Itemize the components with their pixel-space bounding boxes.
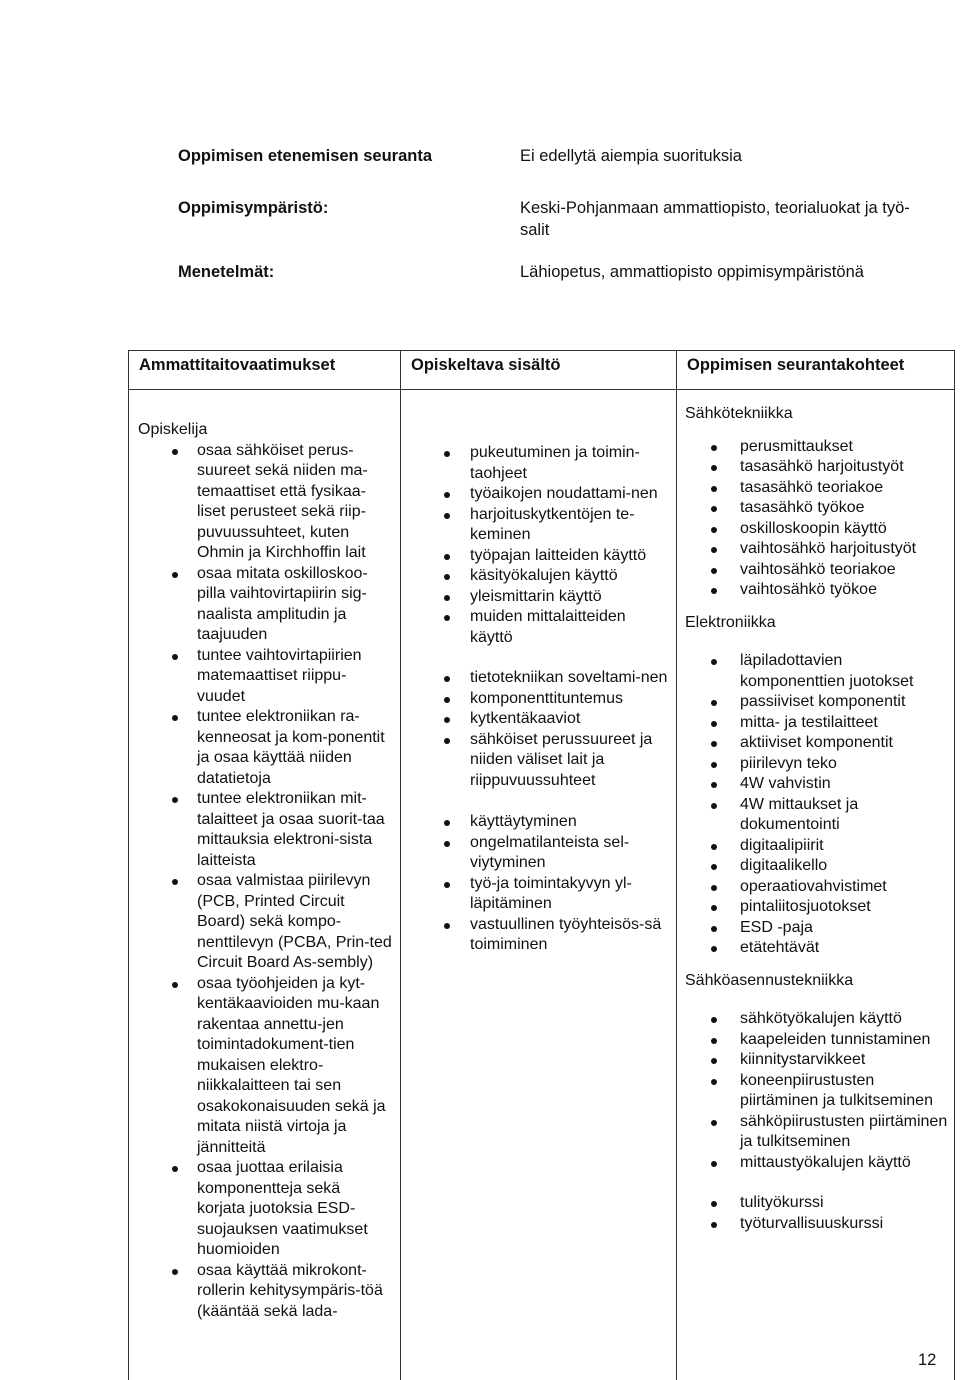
skill-list [138, 441, 392, 1323]
list-item: 4W mittaukset ja dokumentointi [685, 795, 948, 836]
list-item: passiiviset komponentit [685, 692, 948, 713]
section-title-electronics: Elektroniikka [685, 613, 776, 631]
list-item: tasasähkö teoriakoe [685, 478, 948, 499]
list-item: osaa valmistaa piirilevyn (PCB, Printed Circuit Board) sekä kompo-nenttilevyn (PCBA, Prin-ted Circuit Board As-sembly) [138, 871, 392, 974]
list-item: tasasähkö työkoe [685, 498, 948, 519]
content-group-1 [411, 443, 668, 648]
list-item: läpiladottavien komponenttien juotokset [685, 651, 948, 692]
info-value: Keski-Pohjanmaan ammattiopisto, teorialuokat ja työ-salit [520, 199, 910, 239]
list-item: osaa juottaa erilaisia komponentteja sekä korjata juotoksia ESD-suojauksen vaatimukset huomioiden [138, 1158, 392, 1261]
list-item: osaa mitata oskilloskoo-pilla vaihtovirtapiirin sig-naalista amplitudin ja taajuuden [138, 564, 392, 646]
list-item: tulityökurssi [685, 1193, 948, 1214]
header-content: Opiskeltava sisältö [401, 351, 677, 390]
list-item: oskilloskoopin käyttö [685, 519, 948, 540]
list-item: tietotekniikan soveltami-nen [411, 668, 668, 689]
assessment-list-courses [685, 1193, 948, 1234]
list-item: digitaalipiirit [685, 836, 948, 857]
list-item: osaa työohjeiden ja kyt-kentäkaavioiden mu-kaan rakentaa annettu-jen toimintadokument-tien mukaisen elektro-niikkalaitteen tai sen osakokonaisuuden sekä ja mitata niistä virtoja ja jännitteitä [138, 974, 392, 1159]
list-item: piirilevyn teko [685, 754, 948, 775]
spacer [685, 959, 948, 971]
list-item: vaihtosähkö teoriakoe [685, 560, 948, 581]
assessment-list-electronics [685, 651, 948, 959]
list-item: työaikojen noudattami-nen [411, 484, 668, 505]
list-item: tuntee elektroniikan ra-kenneosat ja kom-ponentit ja osaa käyttää niiden datatietoja [138, 707, 392, 789]
spacer [411, 791, 668, 812]
header-assessment: Oppimisen seurantakohteet [677, 351, 955, 390]
list-item: osaa sähköiset perus-suureet sekä niiden ma-temaattiset että fysikaa-liset perusteet sekä riip-puvuussuhteet, kuten Ohmin ja Kirchhoffin lait [138, 441, 392, 564]
info-label: Menetelmät: [178, 263, 275, 281]
table-header-row [129, 351, 955, 390]
list-item: sähköiset perussuureet ja niiden väliset lait ja riippuvuussuhteet [411, 730, 668, 792]
assessment-list-installation [685, 1009, 948, 1173]
header-skill-requirements: Ammattitaitovaatimukset [129, 351, 401, 390]
content-cell [401, 390, 677, 1380]
page-number: 12 [918, 1351, 937, 1369]
list-item: kiinnitystarvikkeet [685, 1050, 948, 1071]
list-item: ongelmatilanteista sel-viytyminen [411, 833, 668, 874]
assessment-cell [677, 390, 955, 1380]
list-item: ESD -paja [685, 918, 948, 939]
list-item: osaa käyttää mikrokont-rollerin kehitysympäris-töä (kääntää sekä lada- [138, 1261, 392, 1323]
list-item: yleismittarin käyttö [411, 587, 668, 608]
spacer [685, 1173, 948, 1193]
list-item: digitaalikello [685, 856, 948, 877]
list-item: työpajan laitteiden käyttö [411, 546, 668, 567]
list-item: koneenpiirustusten piirtäminen ja tulkitseminen [685, 1071, 948, 1112]
info-value: Ei edellytä aiempia suorituksia [520, 147, 742, 165]
list-item: tasasähkö harjoitustyöt [685, 457, 948, 478]
spacer [685, 633, 948, 651]
table-body-row [129, 390, 955, 1380]
list-item: komponenttituntemus [411, 689, 668, 710]
list-item: mittaustyökalujen käyttö [685, 1153, 948, 1174]
info-label: Oppimisen etenemisen seuranta [178, 147, 433, 165]
list-item: etätehtävät [685, 938, 948, 959]
skill-requirements-cell [129, 390, 401, 1380]
list-item: tuntee elektroniikan mit-talaitteet ja osaa suorit-taa mittauksia elektroni-sista laitteista [138, 789, 392, 871]
list-item: 4W vahvistin [685, 774, 948, 795]
spacer [411, 648, 668, 668]
list-item: muiden mittalaitteiden käyttö [411, 607, 668, 648]
list-item: kaapeleiden tunnistaminen [685, 1030, 948, 1051]
section-title-electrical: Sähkötekniikka [685, 405, 793, 422]
section-title-installation: Sähköasennustekniikka [685, 971, 854, 989]
list-item: vaihtosähkö harjoitustyöt [685, 539, 948, 560]
info-value: Lähiopetus, ammattiopisto oppimisympäristönä [520, 263, 864, 281]
spacer [685, 991, 948, 1009]
list-item: sähkötyökalujen käyttö [685, 1009, 948, 1030]
curriculum-table [128, 350, 955, 1380]
info-label: Oppimisympäristö: [178, 199, 329, 217]
content-group-2 [411, 668, 668, 791]
list-item: pintaliitosjuotokset [685, 897, 948, 918]
list-item: pukeutuminen ja toimin-taohjeet [411, 443, 668, 484]
list-item: sähköpiirustusten piirtäminen ja tulkitseminen [685, 1112, 948, 1153]
list-item: käsityökalujen käyttö [411, 566, 668, 587]
list-item: aktiiviset komponentit [685, 733, 948, 754]
spacer [685, 601, 948, 613]
list-item: kytkentäkaaviot [411, 709, 668, 730]
list-item: vaihtosähkö työkoe [685, 580, 948, 601]
student-intro: Opiskelija [138, 421, 208, 438]
list-item: työ-ja toimintakyvyn yl-läpitäminen [411, 874, 668, 915]
list-item: vastuullinen työyhteisös-sä toimiminen [411, 915, 668, 956]
spacer [685, 425, 948, 437]
list-item: perusmittaukset [685, 437, 948, 458]
content-group-3 [411, 812, 668, 956]
list-item: tuntee vaihtovirtapiirien matemaattiset riippu-vuudet [138, 646, 392, 708]
list-item: mitta- ja testilaitteet [685, 713, 948, 734]
assessment-list-electrical [685, 437, 948, 601]
list-item: operaatiovahvistimet [685, 877, 948, 898]
list-item: työturvallisuuskurssi [685, 1214, 948, 1235]
list-item: käyttäytyminen [411, 812, 668, 833]
list-item: harjoituskytkentöjen te-keminen [411, 505, 668, 546]
